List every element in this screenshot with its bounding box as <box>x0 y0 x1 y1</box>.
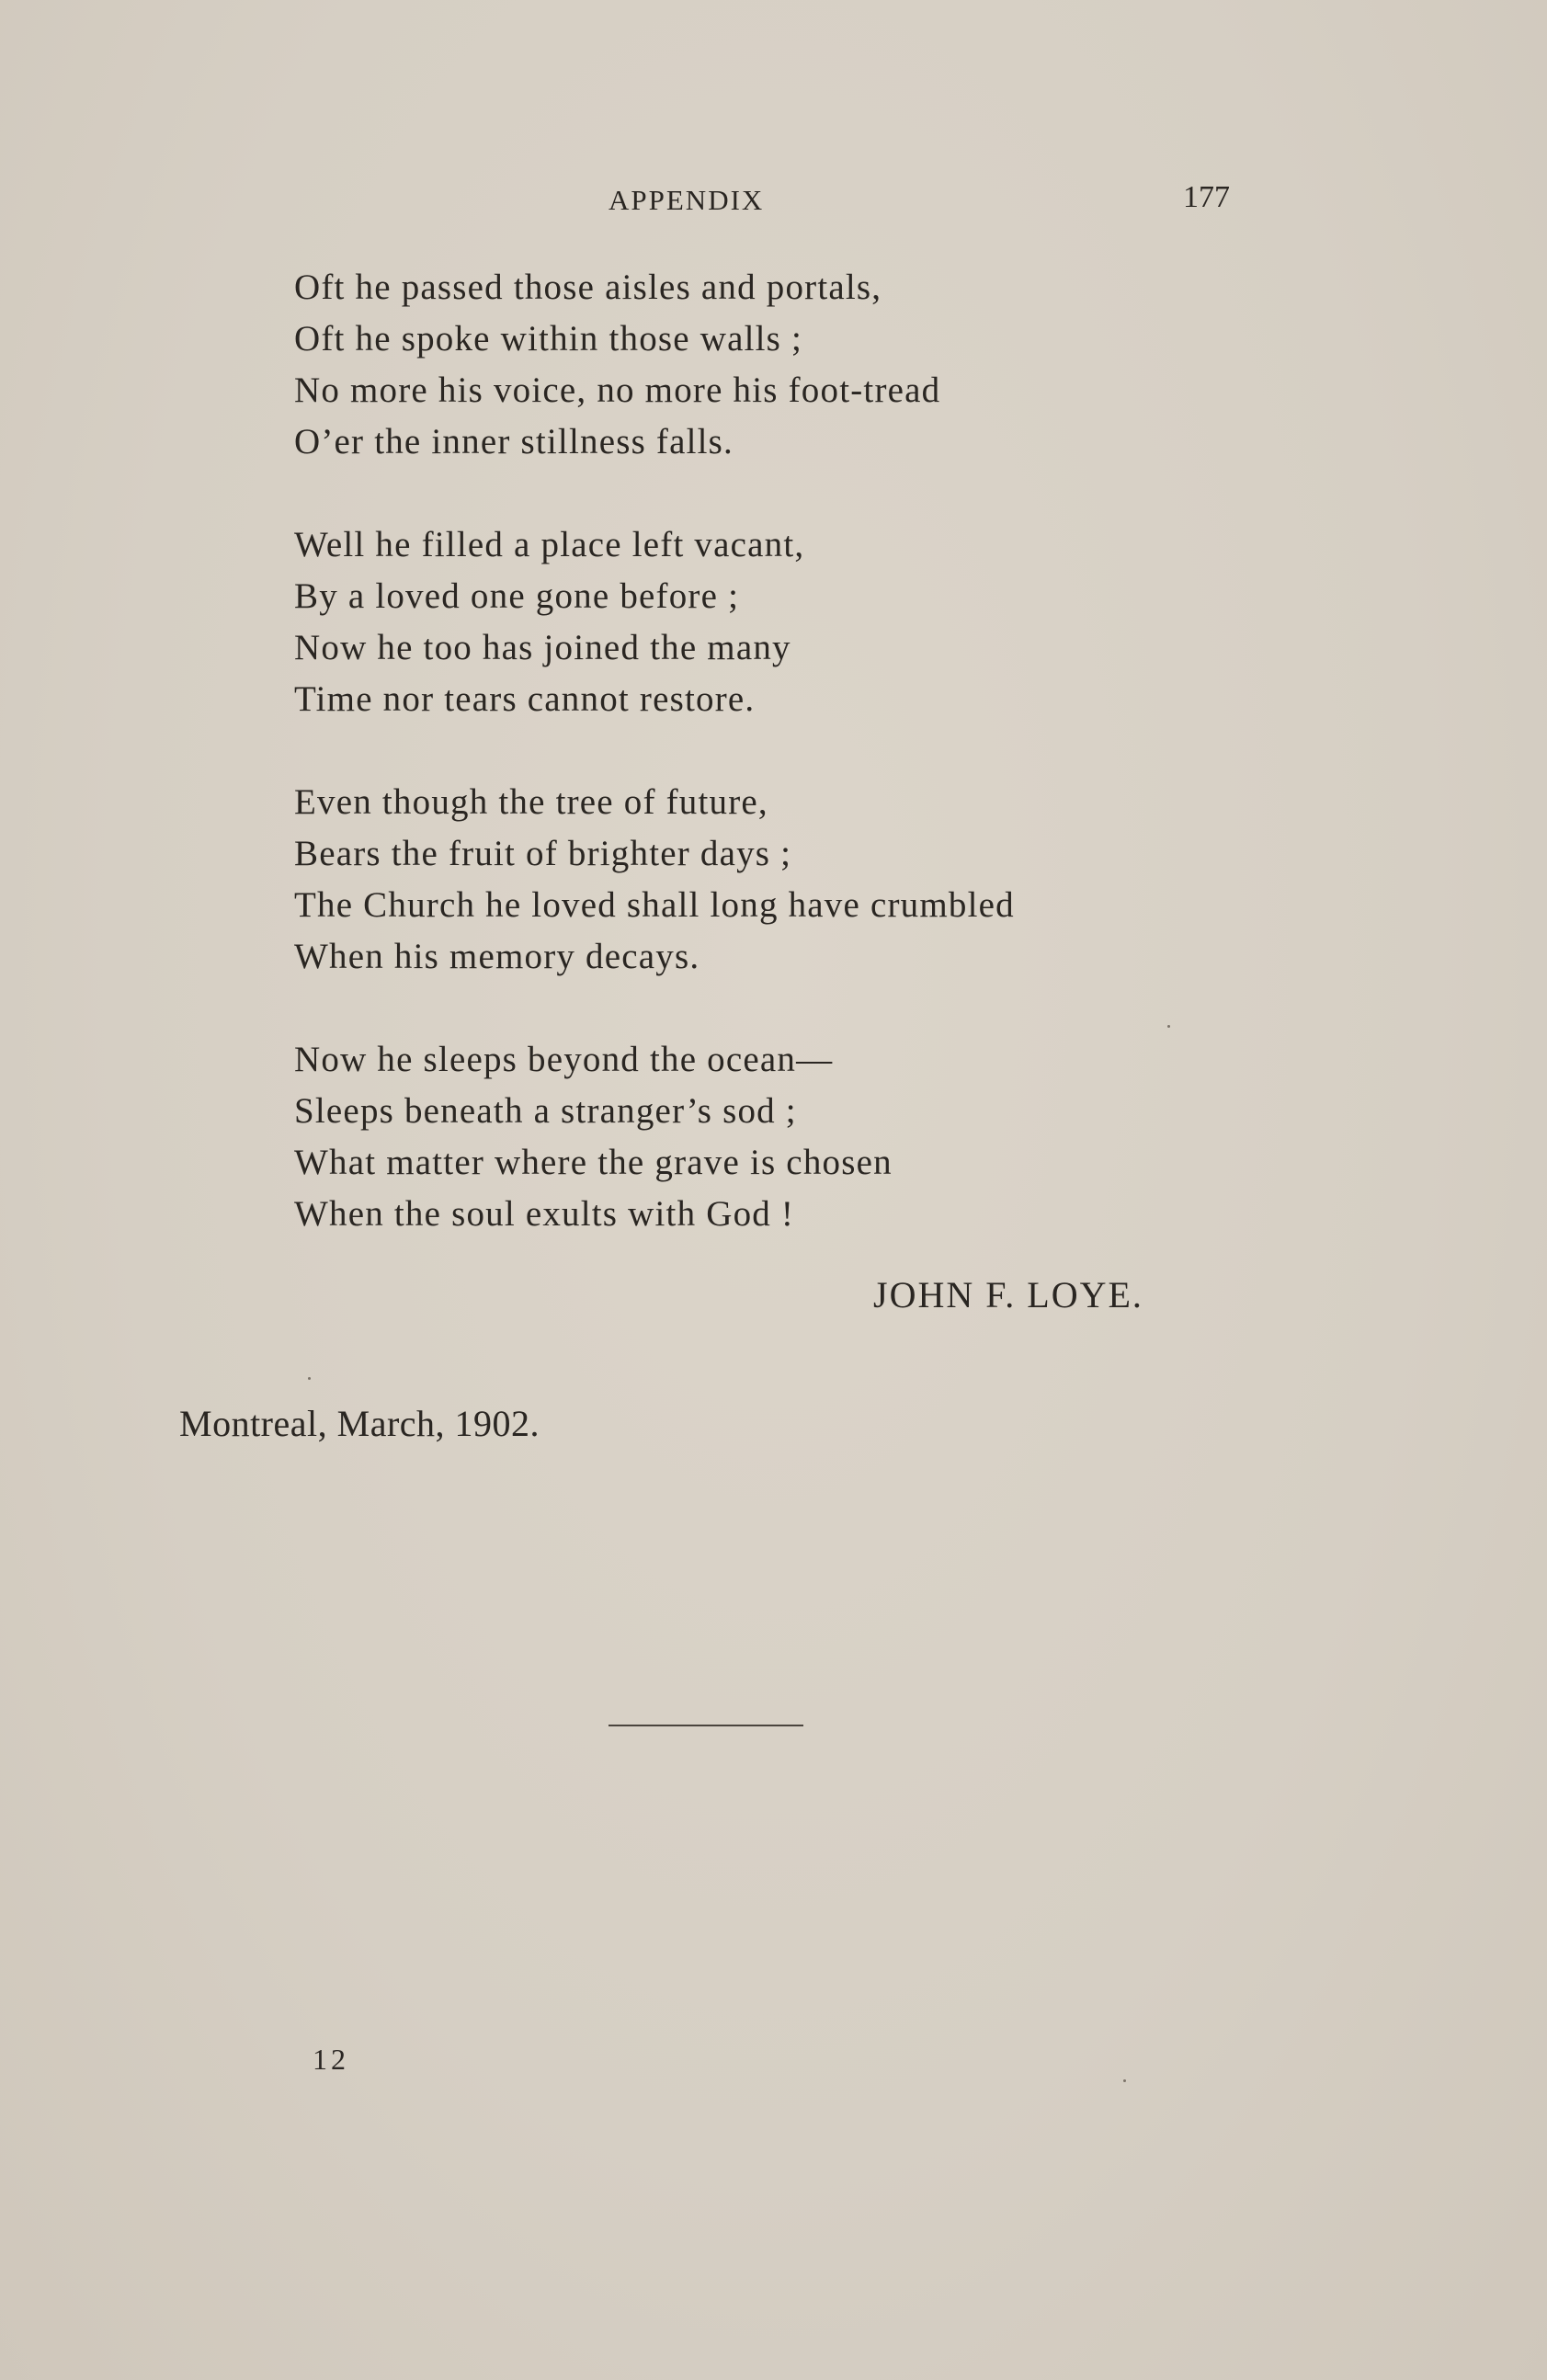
poem <box>294 262 1213 1292</box>
poem-line: Now he sleeps beyond the ocean— <box>294 1040 834 1079</box>
stanza-2 <box>294 519 1213 725</box>
poem-line: Oft he spoke within those walls ; <box>294 319 803 359</box>
stanza-1 <box>294 262 1213 468</box>
poem-line: Well he filled a place left vacant, <box>294 525 805 564</box>
poem-line: Bears the fruit of brighter days ; <box>294 834 792 873</box>
author-signature: JOHN F. LOYE. <box>873 1274 1143 1315</box>
running-head-title: APPENDIX <box>609 184 765 216</box>
paper-speck <box>1123 2079 1126 2082</box>
closing-rule <box>609 1725 803 1726</box>
poem-line: By a loved one gone before ; <box>294 576 740 616</box>
poem-line: Even though the tree of future, <box>294 782 768 822</box>
poem-line: O’er the inner stillness falls. <box>294 422 734 461</box>
poem-line: The Church he loved shall long have crumbled <box>294 885 1015 925</box>
poem-line: When the soul exults with God ! <box>294 1194 795 1234</box>
poem-line: Time nor tears cannot restore. <box>294 679 756 719</box>
poem-line: When his memory decays. <box>294 937 700 976</box>
stanza-4 <box>294 1034 1213 1240</box>
poem-line: Now he too has joined the many <box>294 628 791 667</box>
poem-line: Sleeps beneath a stranger’s sod ; <box>294 1091 797 1131</box>
poem-line: Oft he passed those aisles and portals, <box>294 268 882 307</box>
stanza-3 <box>294 777 1213 983</box>
paper-speck <box>1167 1025 1170 1028</box>
poem-line: What matter where the grave is chosen <box>294 1143 893 1182</box>
page-number: 177 <box>1183 180 1230 214</box>
printer-signature-mark: 12 <box>313 2043 349 2076</box>
poem-line: No more his voice, no more his foot-tread <box>294 370 941 410</box>
dateline: Montreal, March, 1902. <box>179 1403 540 1444</box>
running-head <box>0 180 1547 221</box>
paper-speck <box>308 1377 311 1380</box>
